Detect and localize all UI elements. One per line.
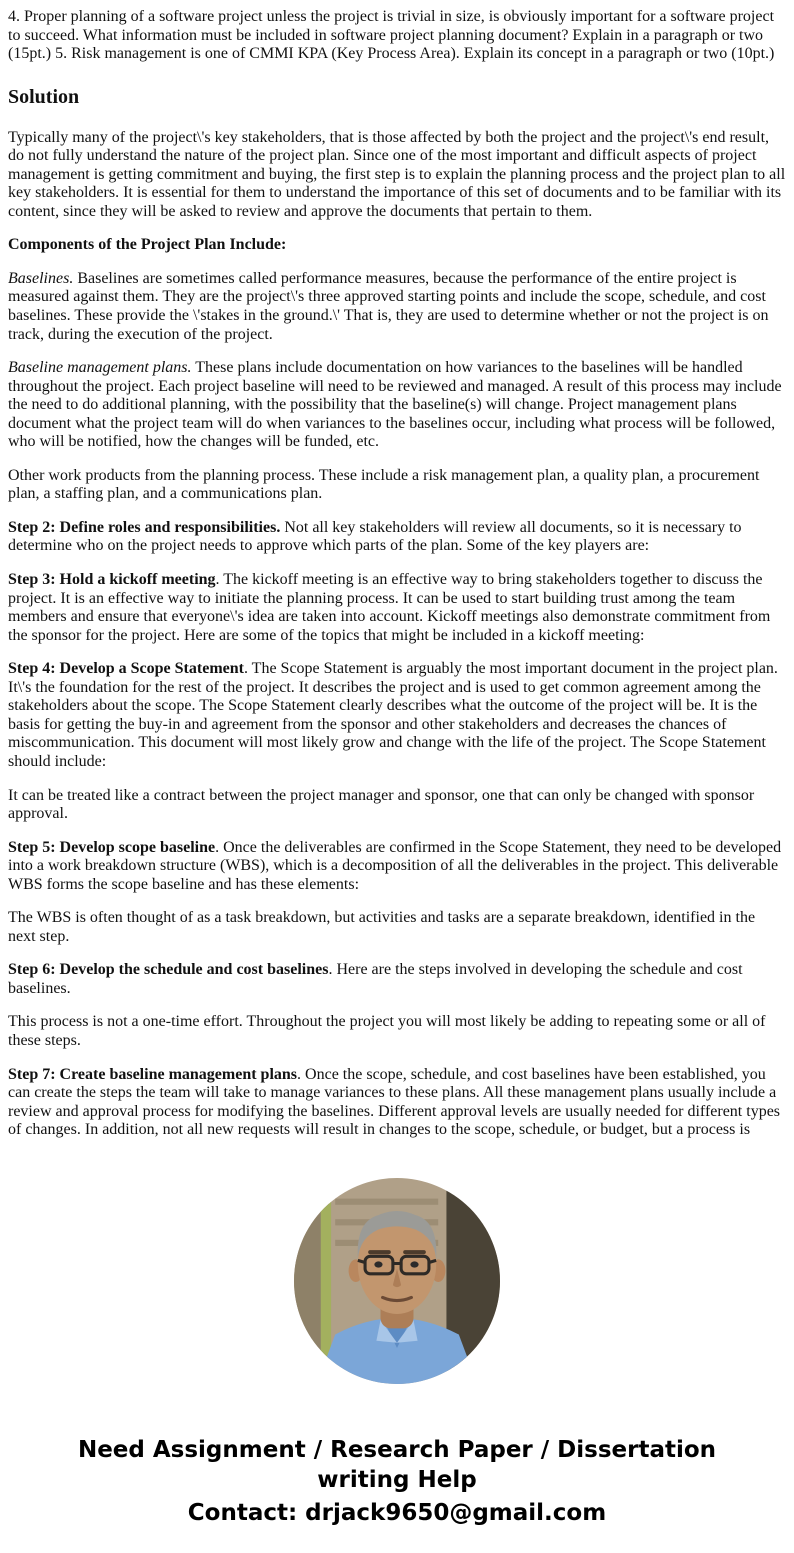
- avatar-container: [8, 1178, 786, 1384]
- paragraph-text: These plans include documentation on how variances to the baselines will be handled throughout the project. Each project baseline will need to be reviewed and managed. A result of this process may include the need to do additional planning, with the possibility that the baseline(s) will change. Project management plans document what the project team will do when variances to the baselines occur, including what process will be followed, who will be notified, how the changes will be funded, etc.: [8, 359, 782, 451]
- question-paragraph: 4. Proper planning of a software project unless the project is trivial in size, is obviously important for a software project to succeed. What information must be included in software project planning document? Explain in a paragraph or two (15pt.) 5. Risk management is one of CMMI KPA (Key Process Area). Explain its concept in a paragraph or two (10pt.): [8, 8, 775, 63]
- paragraph-text: . The Scope Statement is arguably the most important document in the project plan. It\'s the foundation for the rest of the project. It describes the project and is used to get common agreement among the stakeholders about the scope. The Scope Statement clearly describes what the outcome of the project will be. It is the basis for getting the buy-in and agreement from the sponsor and other stakeholders and decreases the chances of miscommunication. This document will most likely grow and change with the life of the project. The Scope Statement should include:: [8, 660, 778, 770]
- paragraph-lead: Step 2: Define roles and responsibilities.: [8, 518, 281, 536]
- paragraph-lead: Step 7: Create baseline management plans: [8, 1065, 298, 1083]
- paragraph-lead: Baseline management plans.: [8, 359, 192, 377]
- paragraph-step-4: [8, 660, 786, 771]
- paragraph-lead: Baselines.: [8, 269, 74, 287]
- paragraph-lead: Step 5: Develop scope baseline: [8, 838, 216, 856]
- paragraph-lead: Step 3: Hold a kickoff meeting: [8, 571, 216, 589]
- paragraph-other-work-products: Other work products from the planning process. These include a risk management plan, a quality plan, a procurement plan, a staffing plan, and a communications plan.: [8, 466, 760, 503]
- paragraph-text: Not all key stakeholders will review all documents, so it is necessary to determine who on the project needs to approve which parts of the plan. Some of the key players are:: [8, 518, 742, 555]
- footer-heading: Need Assignment / Research Paper / Dissertation writing Help: [77, 1436, 717, 1493]
- footer: [8, 1436, 786, 1553]
- paragraph-baselines: [8, 270, 786, 344]
- paragraph-contract: It can be treated like a contract between the project manager and sponsor, one that can only be changed with sponsor approval.: [8, 786, 755, 823]
- intro-paragraph: Typically many of the project\'s key stakeholders, that is those affected by both the project and the project\'s end result, do not fully understand the nature of the project plan. Since one of the most important and difficult aspects of project management is getting commitment and buying, the first step is to explain the planning process and the project plan to all key stakeholders. It is essential for them to understand the importance of this set of documents and to be familiar with its content, since they will be asked to review and approve the documents that pertain to them.: [8, 128, 786, 220]
- paragraph-step-3: [8, 571, 786, 645]
- paragraph-text: . Once the scope, schedule, and cost baselines have been established, you can create the steps the team will take to manage variances to these plans. All these management plans usually include a review and approval process for modifying the baselines. Different approval levels are usually needed for different types of changes. In addition, not all new requests will result in changes to the scope, schedule, or budget, but a process is: [8, 1065, 781, 1139]
- paragraph-text: . Once the deliverables are confirmed in the Scope Statement, they need to be developed into a work breakdown structure (WBS), which is a decomposition of all the deliverables in the project. This deliverable WBS forms the scope baseline and has these elements:: [8, 838, 782, 893]
- paragraph-step-7: [8, 1066, 786, 1140]
- paragraph-process-note: This process is not a one-time effort. Throughout the project you will most likely be adding to repeating some or all of these steps.: [8, 1013, 766, 1049]
- solution-heading: Solution: [8, 85, 80, 108]
- components-heading: Components of the Project Plan Include:: [8, 236, 287, 254]
- footer-contact-email: Contact: drjack9650@gmail.com: [187, 1500, 607, 1527]
- paragraph-lead: Step 4: Develop a Scope Statement: [8, 660, 244, 678]
- paragraph-lead: Step 6: Develop the schedule and cost baselines: [8, 961, 329, 979]
- paragraph-text: . Here are the steps involved in developing the schedule and cost baselines.: [8, 961, 743, 997]
- paragraph-text: . The kickoff meeting is an effective way to bring stakeholders together to discuss the project. It is an effective way to initiate the planning process. It can be used to start building trust among the team members and ensure that everyone\'s idea are taken into account. Kickoff meetings also demonstrate commitment from the sponsor for the project. Here are some of the topics that might be included in a kickoff meeting:: [8, 571, 771, 644]
- paragraph-step-6: [8, 961, 786, 998]
- avatar: [294, 1178, 500, 1384]
- paragraph-text: Baselines are sometimes called performance measures, because the performance of the entire project is measured against them. They are the project\'s three approved starting points and include the scope, schedule, and cost baselines. These provide the \'stakes in the ground.\' That is, they are used to determine whether or not the project is on track, during the execution of the project.: [8, 269, 769, 343]
- paragraph-baseline-management-plans: [8, 359, 786, 452]
- paragraph-wbs: The WBS is often thought of as a task breakdown, but activities and tasks are a separate breakdown, identified in the next step.: [8, 909, 756, 945]
- paragraph-step-5: [8, 839, 786, 895]
- paragraph-step-2: [8, 519, 786, 556]
